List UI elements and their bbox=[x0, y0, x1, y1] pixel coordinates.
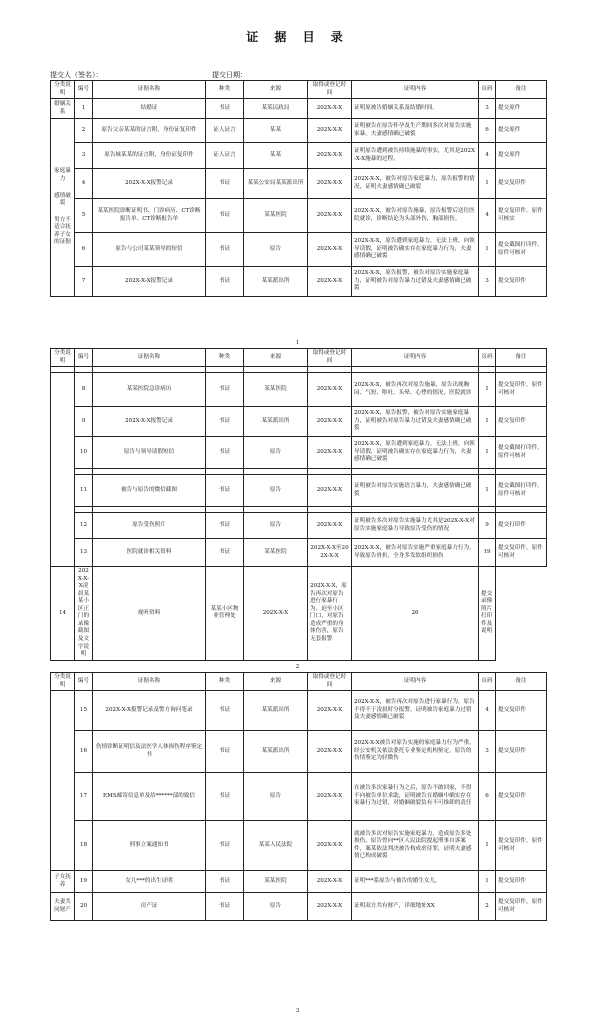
evidence-page: 1 bbox=[479, 475, 496, 507]
col-time: 取得或登记时间 bbox=[308, 349, 352, 367]
evidence-type: 书证 bbox=[206, 407, 244, 437]
table-row bbox=[51, 437, 547, 469]
evidence-note: 提交复印件 bbox=[496, 407, 547, 437]
evidence-page: 4 bbox=[479, 199, 496, 233]
evidence-name: 原告与公司某某领导的短信 bbox=[93, 233, 206, 267]
col-name: 证据名称 bbox=[93, 81, 206, 99]
evidence-time: 202X-X-X bbox=[308, 871, 352, 893]
page-number: 2 bbox=[295, 664, 300, 670]
row-number: 14 bbox=[51, 567, 75, 661]
evidence-type: 视听资料 bbox=[93, 567, 206, 661]
evidence-source: 某某医院 bbox=[244, 539, 308, 567]
table-row bbox=[51, 407, 547, 437]
evidence-type: 书证 bbox=[206, 199, 244, 233]
row-number: 16 bbox=[75, 731, 93, 773]
evidence-source: 某某 bbox=[244, 143, 308, 169]
evidence-source: 某某医院 bbox=[244, 373, 308, 407]
evidence-source: 原告 bbox=[244, 893, 308, 921]
evidence-content: 证明双方共有财产，详细地址XX bbox=[352, 893, 479, 921]
evidence-page: 1 bbox=[479, 373, 496, 407]
row-number: 17 bbox=[75, 773, 93, 821]
evidence-content: 证明被告在原告怀孕及生产期间多次对原告实施家暴，夫妻感情确已破裂 bbox=[352, 119, 479, 143]
evidence-page: 1 bbox=[479, 437, 496, 469]
evidence-note: 提交复印件，原件可核对 bbox=[496, 821, 547, 871]
evidence-note: 提交截图打印件，原件可核对 bbox=[496, 233, 547, 267]
table-row bbox=[51, 143, 547, 169]
evidence-content: 202X-X-X，被告对原告施暴，原告报警后送往医院就诊，诊断结论为头部外伤，胸部损伤。 bbox=[352, 199, 479, 233]
evidence-time: 202X-X-X bbox=[308, 99, 352, 119]
row-number: 9 bbox=[75, 407, 93, 437]
evidence-name: 被告与原告的微信截图 bbox=[93, 475, 206, 507]
evidence-content: 证明原被告婚姻关系及结婚时间。 bbox=[352, 99, 479, 119]
evidence-note: 提交截图打印件，原件可核对 bbox=[496, 475, 547, 507]
evidence-type: 证人证言 bbox=[206, 143, 244, 169]
evidence-name: 原告妹某某的证言附，身份证复印件 bbox=[93, 143, 206, 169]
table-row bbox=[51, 267, 547, 297]
table-row bbox=[51, 99, 547, 119]
evidence-page: 9 bbox=[479, 513, 496, 539]
col-source: 来源 bbox=[244, 81, 308, 99]
evidence-page: 1 bbox=[479, 233, 496, 267]
evidence-type: 书证 bbox=[206, 437, 244, 469]
category-breakdown: 感情破裂 bbox=[54, 192, 71, 207]
evidence-note: 提交原件 bbox=[496, 99, 547, 119]
evidence-time: 202X-X-X bbox=[308, 233, 352, 267]
evidence-name: 202X-X-X报警记录 bbox=[93, 407, 206, 437]
table-row bbox=[51, 475, 547, 507]
table-row bbox=[51, 773, 547, 821]
category-cell: 婚姻关系 bbox=[51, 99, 75, 119]
evidence-note: 提交复印件 bbox=[496, 871, 547, 893]
row-number: 15 bbox=[75, 691, 93, 731]
col-name: 证据名称 bbox=[93, 673, 206, 691]
row-number: 7 bbox=[75, 267, 93, 297]
category-cell bbox=[51, 691, 75, 871]
evidence-type: 书证 bbox=[206, 773, 244, 821]
evidence-page: 1 bbox=[479, 169, 496, 199]
evidence-source: 某某人民法院 bbox=[244, 821, 308, 871]
col-note: 备注 bbox=[496, 349, 547, 367]
row-number: 11 bbox=[75, 475, 93, 507]
evidence-note: 提交复印件，原件可核对 bbox=[496, 539, 547, 567]
evidence-page: 2 bbox=[479, 893, 496, 921]
evidence-source: 原告 bbox=[244, 475, 308, 507]
evidence-type: 书证 bbox=[206, 169, 244, 199]
evidence-table-2 bbox=[50, 348, 547, 661]
evidence-content: 202X-X-X，原告遭到家庭暴力，无法上班，向领导请假，证明被告确实存在家庭暴力行为，夫妻感情确已破裂 bbox=[352, 233, 479, 267]
col-page: 页码 bbox=[479, 673, 496, 691]
evidence-note: 提交复印件 bbox=[496, 267, 547, 297]
evidence-name: 202X-X-X凌晨某某小区正门的录像截图及文字说明 bbox=[75, 567, 93, 661]
evidence-source: 某某医院 bbox=[244, 199, 308, 233]
row-number: 20 bbox=[75, 893, 93, 921]
evidence-name: 原告受伤照片 bbox=[93, 513, 206, 539]
row-number: 3 bbox=[75, 143, 93, 169]
evidence-content: 证明被告多次对原告实施暴力尤其是202X-X-X对原告实施家庭暴力导致原告受伤的情况 bbox=[352, 513, 479, 539]
evidence-page: 1 bbox=[479, 821, 496, 871]
col-note: 备注 bbox=[496, 673, 547, 691]
evidence-page: 26 bbox=[352, 567, 479, 661]
evidence-time: 202X-X-X bbox=[308, 407, 352, 437]
row-number: 4 bbox=[75, 169, 93, 199]
evidence-source: 某某公安局某某派出所 bbox=[244, 169, 308, 199]
evidence-page: 4 bbox=[479, 143, 496, 169]
table-row bbox=[51, 233, 547, 267]
evidence-type: 书证 bbox=[206, 373, 244, 407]
evidence-type: 书证 bbox=[206, 475, 244, 507]
evidence-note: 提交复印件 bbox=[496, 691, 547, 731]
col-source: 来源 bbox=[244, 349, 308, 367]
col-number: 编号 bbox=[75, 81, 93, 99]
category-custody: 男方不适合抚养子女的证据 bbox=[54, 216, 71, 246]
col-page: 页码 bbox=[479, 349, 496, 367]
evidence-time: 202X-X-X bbox=[308, 169, 352, 199]
evidence-content: 证明被告对原告实施语言暴力，夫妻感情确已破裂 bbox=[352, 475, 479, 507]
table-row bbox=[51, 893, 547, 921]
evidence-source: 原告 bbox=[244, 773, 308, 821]
evidence-source: 某某医院 bbox=[244, 871, 308, 893]
evidence-type: 书证 bbox=[206, 513, 244, 539]
evidence-note: 提交打印件 bbox=[496, 513, 547, 539]
evidence-content: 202X-X-X被告对原告实施的家庭暴力行为严重，经公安机关依法委托专业鉴定机构鉴定，原告的伤情鉴定为轻微伤 bbox=[352, 731, 479, 773]
evidence-table-1 bbox=[50, 80, 547, 297]
evidence-name: 原告父亲某某的证言附，身份证复印件 bbox=[93, 119, 206, 143]
evidence-content: 证明原告遭到被告持续施暴的事实，尤其是202X-X-X施暴的过程。 bbox=[352, 143, 479, 169]
evidence-source: 某某派出所 bbox=[244, 267, 308, 297]
evidence-source: 原告 bbox=[244, 513, 308, 539]
evidence-source: 某某 bbox=[244, 119, 308, 143]
col-category: 分类说明 bbox=[51, 673, 75, 691]
evidence-name: EMS邮寄信息单及给******部的致信 bbox=[93, 773, 206, 821]
evidence-time: 202X-X-X bbox=[308, 373, 352, 407]
row-number: 6 bbox=[75, 233, 93, 267]
evidence-time: 202X-X-X bbox=[308, 267, 352, 297]
evidence-page: 6 bbox=[479, 773, 496, 821]
document-title: 证 据 目 录 bbox=[246, 30, 349, 44]
evidence-type: 书证 bbox=[206, 893, 244, 921]
evidence-page: 1 bbox=[479, 871, 496, 893]
category-cell bbox=[51, 119, 75, 297]
evidence-name: 结婚证 bbox=[93, 99, 206, 119]
evidence-type: 书证 bbox=[206, 99, 244, 119]
evidence-content: 202X-X-X，被告再次对原告进行家暴行为，原告不得不于凌晨时分报警，证明被告家庭暴力过错及夫妻感情确已破裂 bbox=[352, 691, 479, 731]
col-content: 证明内容 bbox=[352, 349, 479, 367]
evidence-time: 202X-X-X bbox=[308, 437, 352, 469]
evidence-content: 202X-X-X，原告遭到家庭暴力，无法上班，向领导请假，证明被告确实存在家庭暴力行为，夫妻感情确已破裂 bbox=[352, 437, 479, 469]
col-time: 取得或登记时间 bbox=[308, 81, 352, 99]
evidence-name: 202X-X-X报警记录 bbox=[93, 169, 206, 199]
evidence-time: 202X-X-X bbox=[308, 773, 352, 821]
evidence-name: 202X-X-X报警记录及警方询问笔录 bbox=[93, 691, 206, 731]
evidence-time: 202X-X-X bbox=[308, 199, 352, 233]
evidence-time: 202X-X-X bbox=[308, 731, 352, 773]
col-source: 来源 bbox=[244, 673, 308, 691]
evidence-time: 202X-X-X bbox=[308, 893, 352, 921]
evidence-name: 女儿***的出生证明 bbox=[93, 871, 206, 893]
evidence-type: 证人证言 bbox=[206, 119, 244, 143]
page-number: 3 bbox=[295, 1008, 300, 1014]
evidence-name: 原告与领导请假短信 bbox=[93, 437, 206, 469]
header-row bbox=[51, 81, 547, 99]
evidence-type: 书证 bbox=[206, 731, 244, 773]
table-row bbox=[51, 539, 547, 567]
evidence-page: 3 bbox=[479, 99, 496, 119]
submitter-label: 提交人（签名）： bbox=[50, 71, 103, 79]
evidence-note: 提交原件 bbox=[496, 143, 547, 169]
evidence-source: 某某派出所 bbox=[244, 407, 308, 437]
row-number: 10 bbox=[75, 437, 93, 469]
col-type: 种类 bbox=[206, 349, 244, 367]
evidence-note: 提交原件 bbox=[496, 119, 547, 143]
evidence-type: 书证 bbox=[206, 871, 244, 893]
category-violence: 家庭暴力 bbox=[54, 168, 71, 182]
evidence-source: 某某派出所 bbox=[244, 731, 308, 773]
evidence-name: 刑事立案通知书 bbox=[93, 821, 206, 871]
evidence-name: 伤情诊断证明信及法医学人体损伤程序鉴定书 bbox=[93, 731, 206, 773]
table-row bbox=[51, 119, 547, 143]
col-note: 备注 bbox=[496, 81, 547, 99]
evidence-time: 202X-X-X bbox=[308, 691, 352, 731]
row-number: 5 bbox=[75, 199, 93, 233]
evidence-time: 202X-X-X bbox=[308, 119, 352, 143]
evidence-page: 1 bbox=[479, 407, 496, 437]
table-row bbox=[51, 731, 547, 773]
evidence-name: 202X-X-X报警记录 bbox=[93, 267, 206, 297]
evidence-type: 书证 bbox=[206, 539, 244, 567]
row-number: 8 bbox=[75, 373, 93, 407]
page-number: 1 bbox=[295, 340, 300, 346]
col-content: 证明内容 bbox=[352, 673, 479, 691]
evidence-note: 提交复印件 bbox=[496, 731, 547, 773]
evidence-note: 提交截图打印件，原件可核对 bbox=[496, 437, 547, 469]
evidence-content: 就被告多次对原告实施家庭暴力，造成原告多处损伤，原告曾向**区人民法院提起刑事自诉案件，案某依法判决被告构成虐待罪，证明夫妻感情已构成破裂 bbox=[352, 821, 479, 871]
evidence-type: 书证 bbox=[206, 821, 244, 871]
evidence-note: 提交复印件，原件可核对 bbox=[496, 893, 547, 921]
table-row bbox=[51, 373, 547, 407]
table-row bbox=[51, 513, 547, 539]
table-row bbox=[51, 871, 547, 893]
category-cell bbox=[51, 373, 75, 567]
evidence-source: 某某小区物业管理处 bbox=[206, 567, 244, 661]
col-type: 种类 bbox=[206, 673, 244, 691]
table-row bbox=[51, 169, 547, 199]
evidence-content: 202X-X-X，被告再次对原告施暴，原告出现胸闷、气短、呕吐、头晕、心悸的情况，医院就诊 bbox=[352, 373, 479, 407]
evidence-time: 202X-X-X bbox=[308, 143, 352, 169]
row-number: 12 bbox=[75, 513, 93, 539]
row-number: 2 bbox=[75, 119, 93, 143]
evidence-page: 6 bbox=[479, 119, 496, 143]
evidence-page: 3 bbox=[479, 731, 496, 773]
evidence-time: 202X-X-X bbox=[308, 475, 352, 507]
evidence-note: 提交复印件，原件可核实 bbox=[496, 199, 547, 233]
evidence-time: 202X-X-X bbox=[308, 821, 352, 871]
evidence-time: 202X-X-X bbox=[244, 567, 308, 661]
row-number: 19 bbox=[75, 871, 93, 893]
col-type: 种类 bbox=[206, 81, 244, 99]
table-row bbox=[51, 821, 547, 871]
col-category: 分类说明 bbox=[51, 81, 75, 99]
evidence-content: 202X-X-X，原告再次对原告进行家暴行为，迫至小区门口，对原告造成严重的身体伤害，原告无套报警 bbox=[308, 567, 352, 661]
submit-date-label: 提交日期： bbox=[212, 71, 247, 79]
col-name: 证据名称 bbox=[93, 349, 206, 367]
table-row bbox=[51, 691, 547, 731]
table-row bbox=[51, 199, 547, 233]
header-row bbox=[51, 349, 547, 367]
evidence-content: 202X-X-X，被告对原告实施严重家庭暴力行为，导致原告骨折，全身多发软组织损伤 bbox=[352, 539, 479, 567]
evidence-page: 3 bbox=[479, 267, 496, 297]
evidence-time: 202X-X-X bbox=[308, 513, 352, 539]
evidence-content: 证明***系原告与被告的婚生女儿。 bbox=[352, 871, 479, 893]
table-row bbox=[51, 567, 547, 661]
col-category: 分类说明 bbox=[51, 349, 75, 367]
evidence-note: 提交录像照片打印件及说明 bbox=[479, 567, 496, 661]
col-time: 取得或登记时间 bbox=[308, 673, 352, 691]
row-number: 18 bbox=[75, 821, 93, 871]
evidence-type: 书证 bbox=[206, 691, 244, 731]
evidence-page: 19 bbox=[479, 539, 496, 567]
evidence-note: 提交复印件，原件可核对 bbox=[496, 373, 547, 407]
col-number: 编号 bbox=[75, 349, 93, 367]
evidence-content: 在被告多次家暴行为之后，原告不敢回家，不得不向被告单位求助，证明被告在婚姻中确实存在家暴行为过错，对婚姻破裂负有不可推卸的责任 bbox=[352, 773, 479, 821]
category-cell: 子女抚养 bbox=[51, 871, 75, 893]
evidence-time: 202X-X-X至202X-X-X bbox=[308, 539, 352, 567]
evidence-name: 某某医院诊断证明书、门诊病历、CT诊断报告单、CT诊断报告单 bbox=[93, 199, 206, 233]
evidence-note: 提交复印件 bbox=[496, 169, 547, 199]
row-number: 1 bbox=[75, 99, 93, 119]
evidence-content: 202X-X-X，原告报警，被告对原告实施家庭暴力，证明被告对原告暴力过错及夫妻感情确已破裂 bbox=[352, 407, 479, 437]
evidence-content: 202X-X-X，原告报警，被告对原告实施家庭暴力，证明被告对原告暴力过错及夫妻感情确已破裂 bbox=[352, 267, 479, 297]
evidence-name: 医院就诊相关资料 bbox=[93, 539, 206, 567]
row-number: 13 bbox=[75, 539, 93, 567]
evidence-name: 房产证 bbox=[93, 893, 206, 921]
col-content: 证明内容 bbox=[352, 81, 479, 99]
evidence-note: 提交复印件 bbox=[496, 773, 547, 821]
category-cell: 夫妻共同财产 bbox=[51, 893, 75, 921]
evidence-source: 原告 bbox=[244, 437, 308, 469]
evidence-table-3 bbox=[50, 672, 547, 921]
evidence-source: 某某派出所 bbox=[244, 691, 308, 731]
evidence-type: 书证 bbox=[206, 233, 244, 267]
col-page: 页码 bbox=[479, 81, 496, 99]
evidence-type: 书证 bbox=[206, 267, 244, 297]
evidence-content: 202X-X-X，被告对原告家庭暴力，原告报警的情况，证明夫妻感情确已破裂 bbox=[352, 169, 479, 199]
evidence-name: 某某医院急诊病历 bbox=[93, 373, 206, 407]
evidence-page: 4 bbox=[479, 691, 496, 731]
header-row bbox=[51, 673, 547, 691]
col-number: 编号 bbox=[75, 673, 93, 691]
evidence-source: 某某民政局 bbox=[244, 99, 308, 119]
evidence-source: 原告 bbox=[244, 233, 308, 267]
